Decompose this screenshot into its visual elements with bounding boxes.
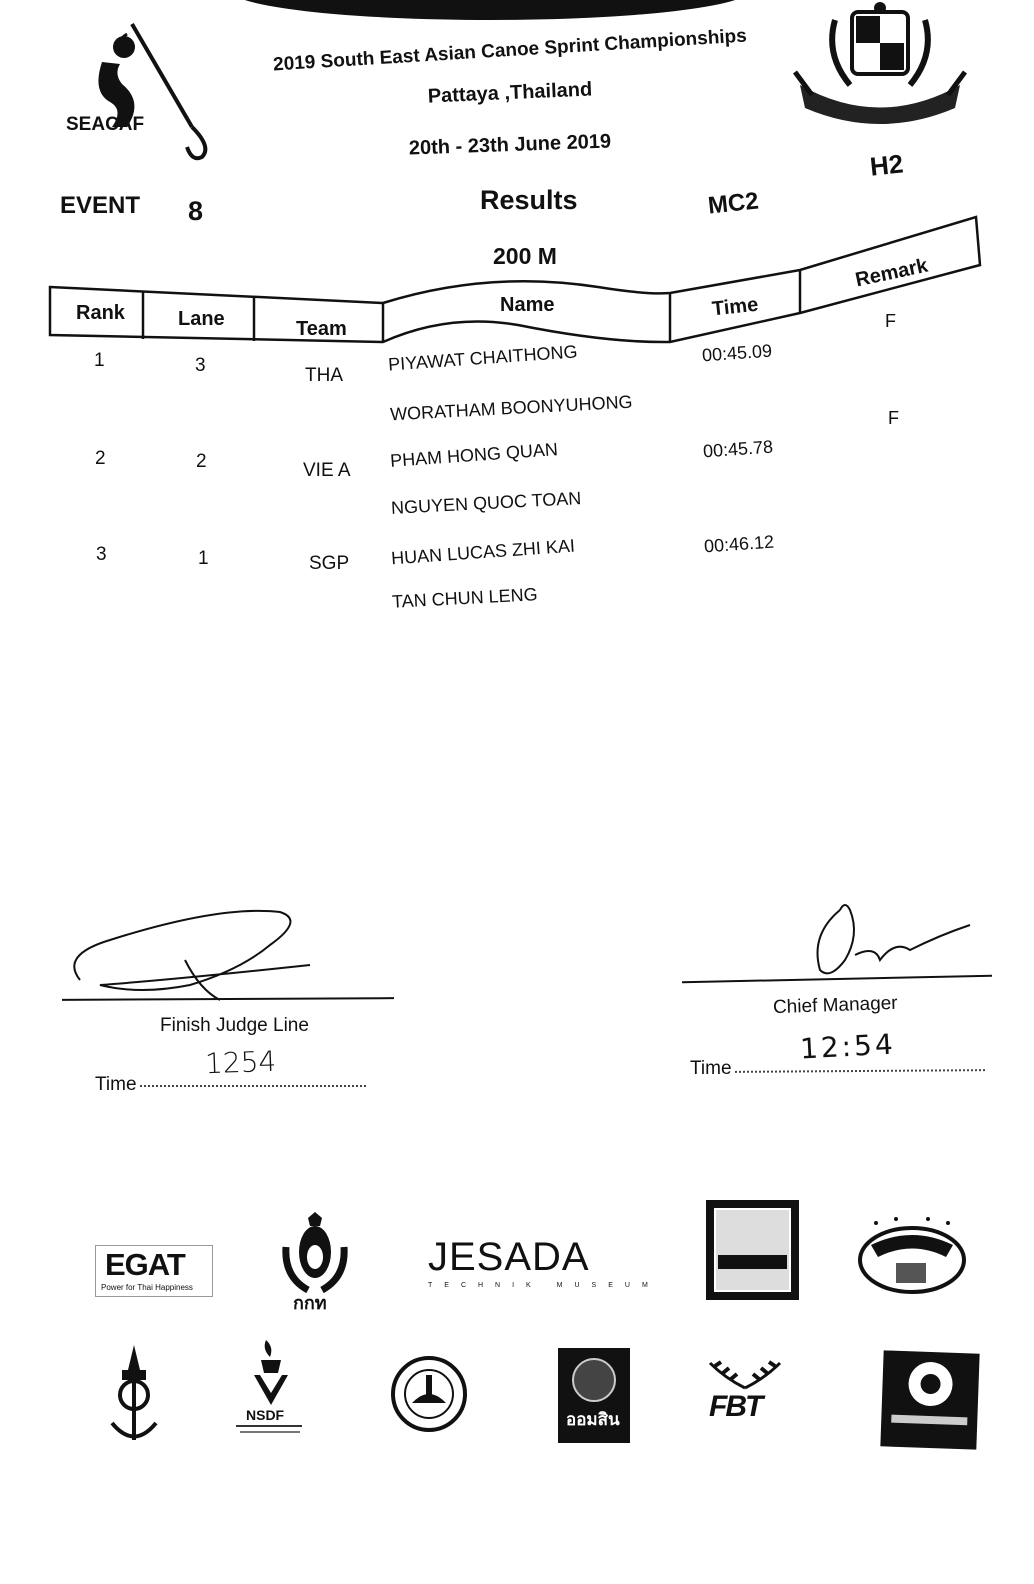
port-authority-logo [390,1355,468,1433]
row2-name1: PHAM HONG QUAN [389,439,559,471]
prakan-band [718,1255,787,1269]
row2-time: 00:45.78 [702,436,774,462]
row3-name1: HUAN LUCAS ZHI KAI [390,535,576,569]
event-number: 8 [188,196,204,226]
header-rank: Rank [76,302,125,324]
row3-lane: 1 [198,548,209,569]
row3-name2: TAN CHUN LENG [391,584,539,612]
row2-team: VIE A [303,460,351,481]
kkt-text: กกท [293,1293,327,1313]
row2-name2: NGUYEN QUOC TOAN [390,488,582,518]
finish-judge-time-label: Time [95,1074,137,1095]
chief-manager-time-dots [735,1069,985,1073]
header-remark: Remark [853,254,930,292]
row1-time: 00:45.09 [701,340,773,366]
jesada-subtitle: TECHNIK MUSEUM [428,1282,660,1289]
event-class: MC2 [706,187,760,220]
header-lane: Lane [178,308,225,330]
aomsin-seal [572,1358,616,1402]
row3-time: 00:46.12 [703,531,775,557]
row2-rank: 2 [95,448,106,469]
aomsin-text: ออมสิน [566,1410,620,1429]
navy-emblem-icon [108,1345,160,1450]
row1-remark: F [885,311,896,331]
seacaf-text: SEACAF [66,114,145,135]
finish-judge-signature [70,900,330,1010]
top-dark-shape [230,0,750,20]
chief-manager-time-label: Time [690,1058,732,1079]
header-team: Team [296,318,347,340]
magic-farm-emblem-icon [856,1215,968,1305]
kkt-logo [278,1212,352,1312]
egat-text: EGAT [105,1247,185,1282]
chief-manager-title: Chief Manager [772,992,898,1019]
finish-judge-time-dots [140,1085,366,1087]
seacaf-logo [52,22,222,167]
row1-name1: PIYAWAT CHAITHONG [387,341,579,375]
header-time: Time [710,293,760,321]
jesada-text: JESADA [428,1235,590,1279]
krungthai-bank-logo [880,1350,979,1449]
chief-manager-time-value: 12:54 [799,1027,897,1066]
egat-tagline: Power for Thai Happiness [101,1283,193,1292]
row1-team: THA [305,365,343,386]
port-authority-seal-icon [390,1355,468,1433]
nsdf-torch-icon [236,1335,306,1410]
prakan-inner-box [714,1208,791,1292]
aomsin-logo [558,1348,630,1443]
jesada-logo [428,1235,660,1295]
nsdf-logo [236,1335,306,1450]
results-label: Results [480,185,578,215]
fbt-logo [705,1358,785,1428]
krungthai-band [891,1415,967,1426]
seacaf-logo-mark [52,22,222,167]
finish-judge-title: Finish Judge Line [160,1015,309,1036]
nsdf-rule-2 [240,1431,300,1433]
fbt-text: FBT [709,1390,762,1423]
kkt-emblem-icon [278,1212,352,1294]
row1-lane: 3 [195,355,206,376]
finish-judge-time-value: 1254 [204,1044,277,1081]
heat-label: H2 [868,148,905,182]
nsdf-rule [236,1425,302,1427]
row3-rank: 3 [96,544,107,565]
distance-label: 200 M [493,243,557,269]
header-name: Name [500,294,555,316]
row1-rank: 1 [94,350,105,371]
date-text: 20th - 23th June 2019 [408,130,612,160]
royal-crest-logo [790,0,970,130]
event-label: EVENT [60,192,141,219]
prakan-chiwit-logo [706,1200,799,1300]
egat-logo [95,1245,213,1297]
magic-farm-logo [856,1215,968,1305]
chief-manager-signature [800,895,980,985]
navy-emblem-logo [108,1345,160,1450]
location-text: Pattaya ,Thailand [427,78,593,108]
nsdf-text: NSDF [246,1407,285,1423]
row2-remark: F [888,408,899,428]
crest-icon [790,0,970,125]
row3-team: SGP [309,553,350,574]
row2-lane: 2 [196,451,207,472]
fbt-laurel-icon [705,1358,785,1393]
row1-name2: WORATHAM BOONYUHONG [389,391,634,425]
championship-title: 2019 South East Asian Canoe Sprint Championships [272,25,748,76]
